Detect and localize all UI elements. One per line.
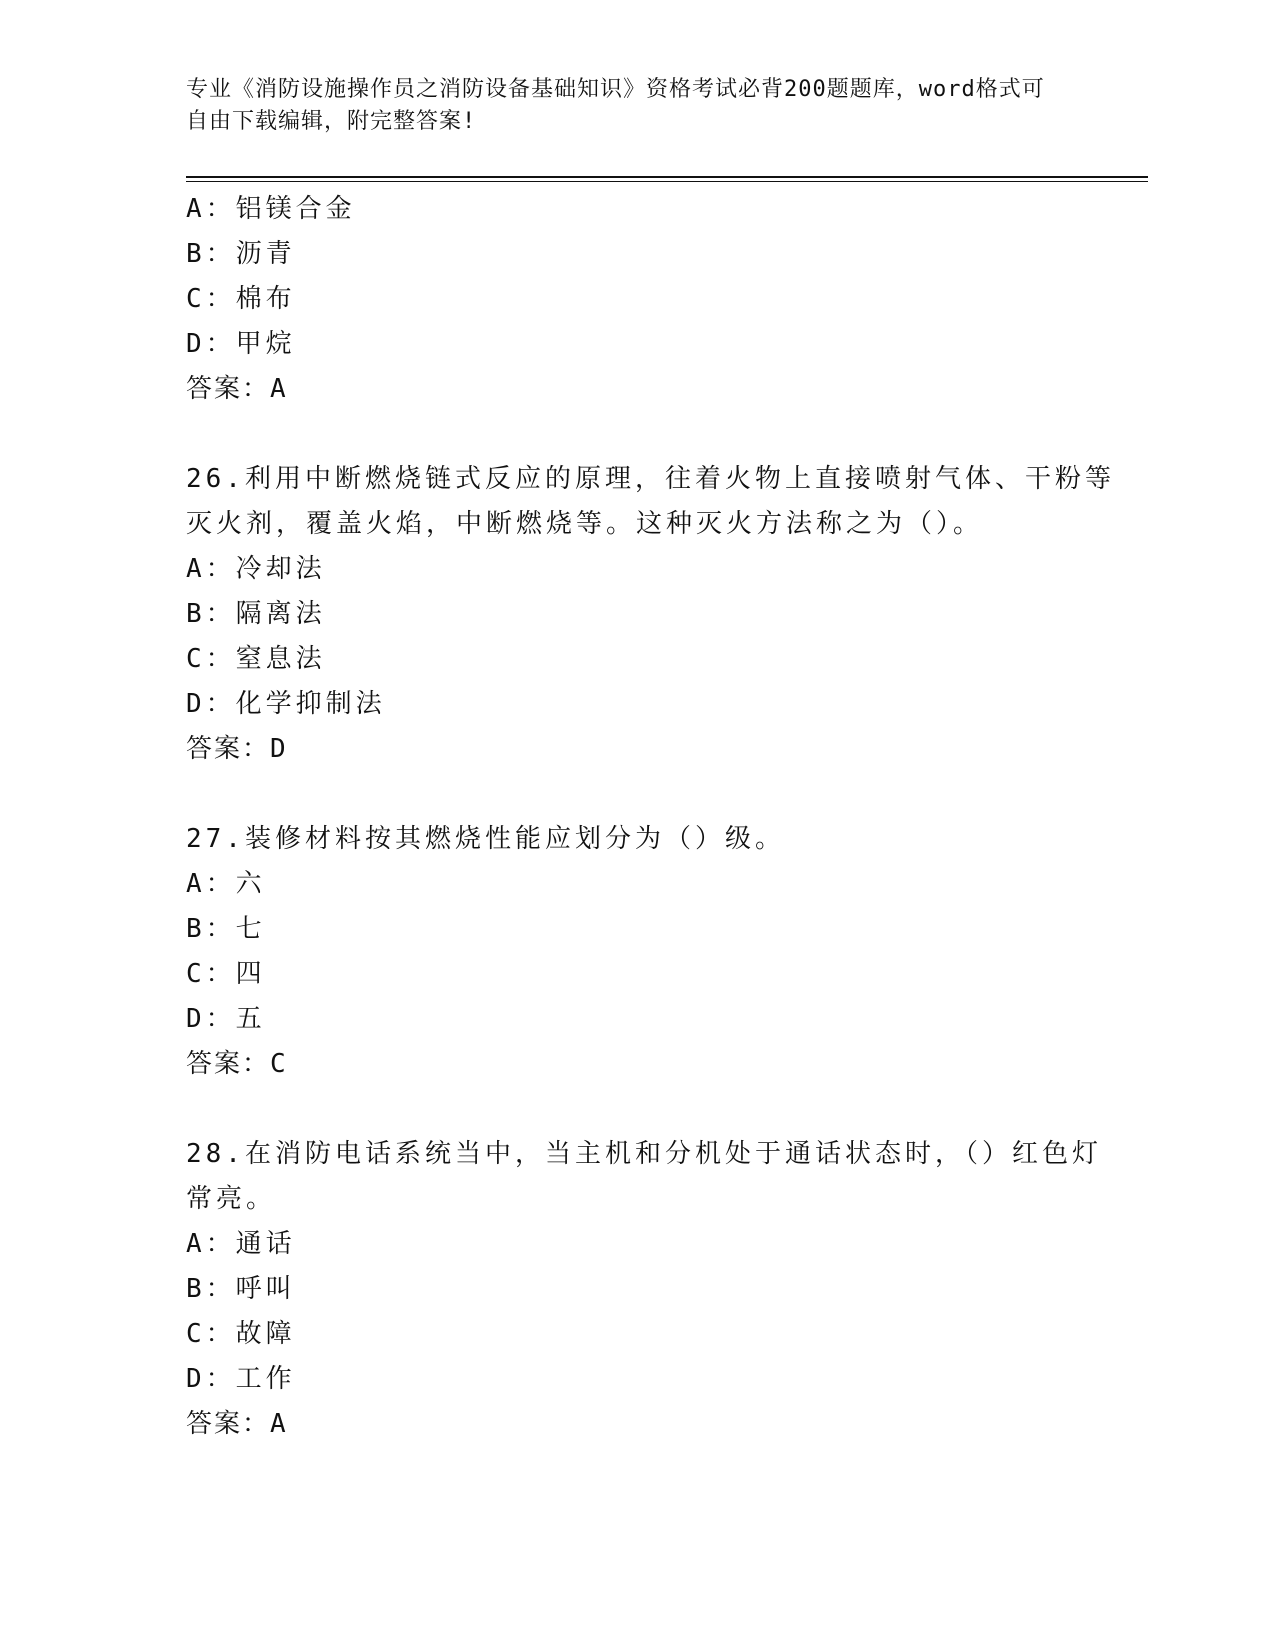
q26-option-d: D：化学抑制法 (186, 689, 386, 719)
q26-answer: 答案：D (186, 734, 288, 764)
q25-answer: 答案：A (186, 374, 288, 404)
q25-option-b: B：沥青 (186, 239, 296, 269)
q28-answer: 答案：A (186, 1409, 288, 1439)
q27-option-d: D：五 (186, 1004, 266, 1034)
q25-option-d: D：甲烷 (186, 329, 296, 359)
q27-option-a: A：六 (186, 869, 266, 899)
q28-option-b: B：呼叫 (186, 1274, 296, 1304)
q25-option-a: A：铝镁合金 (186, 194, 356, 224)
q26-option-c: C：窒息法 (186, 644, 326, 674)
q26-option-b: B：隔离法 (186, 599, 326, 629)
document-header: 专业《消防设施操作员之消防设备基础知识》资格考试必背200题题库，word格式可自由下载编辑，附完整答案! (186, 77, 1045, 134)
q28-option-c: C：故障 (186, 1319, 296, 1349)
header-divider-thick (186, 176, 1148, 178)
q26-option-a: A：冷却法 (186, 554, 326, 584)
q28-stem-line-1: 28.在消防电话系统当中，当主机和分机处于通话状态时，（）红色灯 (186, 1139, 1102, 1169)
q27-option-b: B：七 (186, 914, 266, 944)
q27-option-c: C：四 (186, 959, 266, 989)
header-divider-thin (186, 181, 1148, 182)
q28-option-a: A：通话 (186, 1229, 296, 1259)
q27-answer: 答案：C (186, 1049, 288, 1079)
q25-option-c: C：棉布 (186, 284, 296, 314)
q26-stem-line-2: 灭火剂，覆盖火焰，中断燃烧等。这种灭火方法称之为（）。 (186, 509, 984, 539)
q26-stem-line-1: 26.利用中断燃烧链式反应的原理，往着火物上直接喷射气体、干粉等 (186, 464, 1115, 494)
q27-stem-line-1: 27.装修材料按其燃烧性能应划分为（）级。 (186, 824, 785, 854)
q28-stem-line-2: 常亮。 (186, 1184, 277, 1214)
q28-option-d: D：工作 (186, 1364, 296, 1394)
